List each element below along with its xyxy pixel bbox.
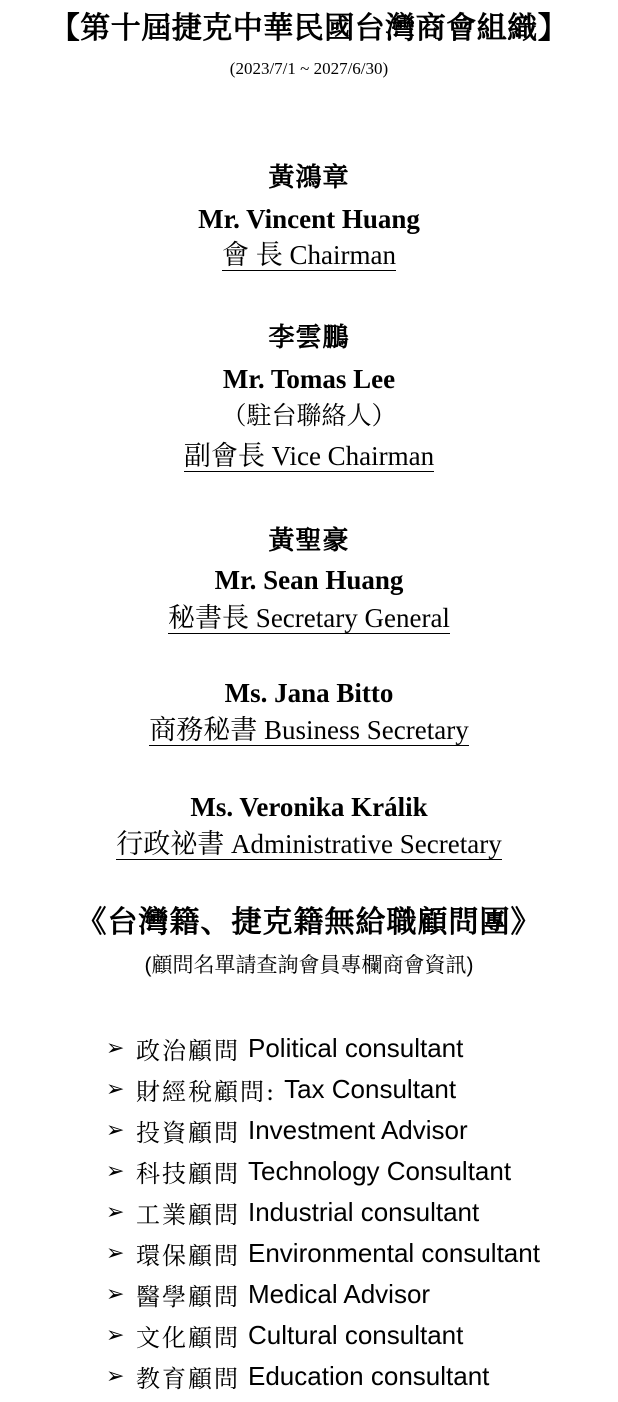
officer-chairman-cn-name: 黃鴻章 (268, 163, 350, 193)
role-text: 會 長 Chairman (222, 240, 396, 270)
consultant-cn: 工業顧問 (136, 1201, 240, 1229)
consultant-en: Industrial consultant (248, 1197, 480, 1227)
list-item (106, 1028, 540, 1069)
consultant-en: Education consultant (248, 1361, 490, 1391)
consultant-en: Investment Advisor (248, 1115, 468, 1145)
page-title: 【第十屆捷克中華民國台灣商會組織】 (49, 11, 569, 46)
arrow-bullet-icon: ➢ (106, 1323, 125, 1348)
officer-administrative-secretary-en-name: Ms. Veronika Králik (190, 792, 428, 822)
arrow-bullet-icon: ➢ (106, 1118, 125, 1143)
consultant-en: Political consultant (248, 1033, 464, 1063)
arrow-bullet-icon: ➢ (106, 1159, 125, 1184)
list-item (106, 1274, 540, 1315)
role-text: 商務秘書 Business Secretary (149, 715, 469, 745)
officer-vice-chairman-role (0, 443, 618, 472)
officer-vice-chairman-note: （駐台聯絡人） (221, 401, 397, 430)
term-period: (2023/7/1 ~ 2027/6/30) (229, 59, 389, 78)
advisors-note: (顧問名單請查詢會員專欄商會資訊) (144, 954, 474, 977)
officer-vice-chairman-cn-name: 李雲鵬 (268, 323, 350, 353)
advisors-title: 《台灣籍、捷克籍無給職顧問團》 (76, 905, 542, 940)
list-item (106, 1315, 540, 1356)
consultant-cn: 財經稅顧問: (136, 1078, 277, 1106)
officer-vice-chairman-en-name: Mr. Tomas Lee (222, 364, 396, 394)
consultant-en: Cultural consultant (248, 1320, 464, 1350)
consultant-cn: 文化顧問 (136, 1324, 240, 1352)
list-item (106, 1356, 540, 1397)
officer-business-secretary-role (0, 717, 618, 746)
list-item (106, 1069, 540, 1110)
consultant-en: Environmental consultant (248, 1238, 540, 1268)
list-item (106, 1192, 540, 1233)
consultant-cn: 環保顧問 (136, 1242, 240, 1270)
list-item (106, 1151, 540, 1192)
arrow-bullet-icon: ➢ (106, 1282, 125, 1307)
officer-secretary-general-role (0, 605, 618, 634)
officer-chairman-role (0, 242, 618, 271)
consultant-en: Tax Consultant (284, 1074, 457, 1104)
consultant-cn: 投資顧問 (136, 1119, 240, 1147)
list-item (106, 1233, 540, 1274)
arrow-bullet-icon: ➢ (106, 1364, 125, 1389)
consultant-cn: 醫學顧問 (136, 1283, 240, 1311)
consultant-en: Medical Advisor (248, 1279, 431, 1309)
arrow-bullet-icon: ➢ (106, 1077, 125, 1102)
arrow-bullet-icon: ➢ (106, 1200, 125, 1225)
role-text: 副會長 Vice Chairman (183, 441, 435, 471)
officer-business-secretary-en-name: Ms. Jana Bitto (224, 678, 394, 708)
consultant-en: Technology Consultant (248, 1156, 512, 1186)
list-item (106, 1110, 540, 1151)
consultant-cn: 政治顧問 (136, 1037, 240, 1065)
role-text: 秘書長 Secretary General (168, 603, 450, 633)
role-text: 行政祕書 Administrative Secretary (116, 829, 502, 859)
consultant-cn: 科技顧問 (136, 1160, 240, 1188)
officer-chairman-en-name: Mr. Vincent Huang (198, 204, 420, 234)
arrow-bullet-icon: ➢ (106, 1036, 125, 1061)
officer-secretary-general-en-name: Mr. Sean Huang (214, 565, 404, 595)
officer-administrative-secretary-role (0, 831, 618, 860)
consultant-cn: 教育顧問 (136, 1365, 240, 1393)
arrow-bullet-icon: ➢ (106, 1241, 125, 1266)
consultant-list (106, 1028, 540, 1397)
officer-secretary-general-cn-name: 黃聖豪 (268, 526, 350, 556)
